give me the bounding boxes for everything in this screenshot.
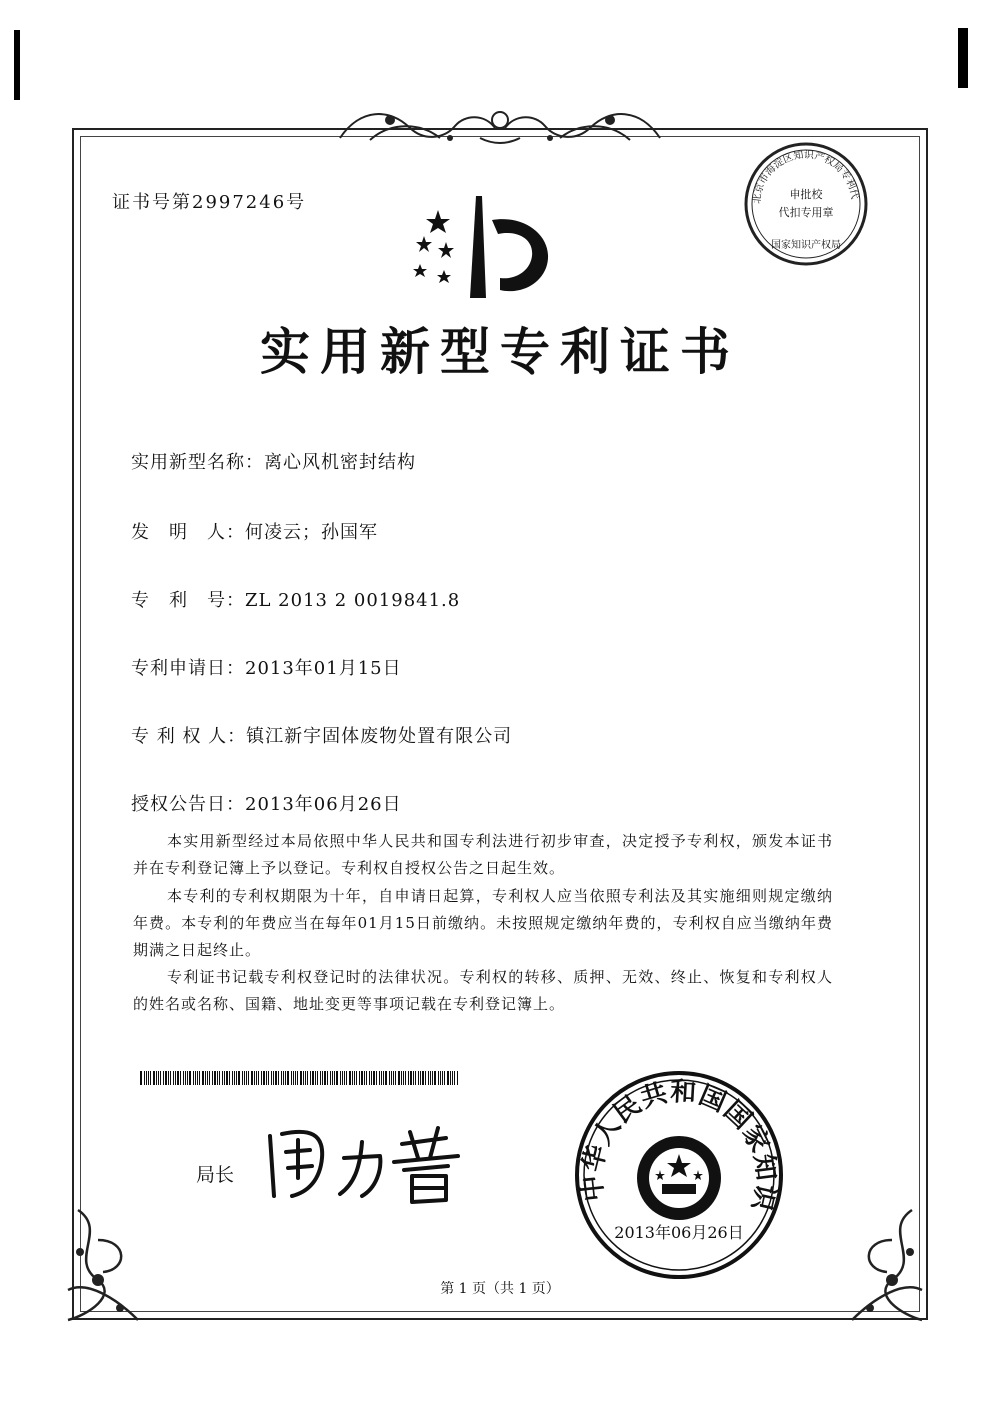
field-patentee [131, 722, 512, 748]
agency-stamp-center-line-1: 申批校 [789, 188, 823, 201]
agency-stamp [742, 140, 870, 268]
field-label: 授权公告日： [131, 794, 245, 815]
bottom-left-ornament-icon [58, 1200, 148, 1330]
field-inventors [131, 518, 378, 544]
field-value: 何凌云；孙国军 [245, 522, 378, 543]
field-value: 镇江新宇固体废物处置有限公司 [246, 726, 513, 747]
field-value: 离心风机密封结构 [264, 452, 416, 473]
field-value: 2013年01月15日 [245, 658, 402, 679]
page-title: 实用新型专利证书 [260, 323, 740, 381]
agency-stamp-ring-text: 北京市海淀区知识产权局专利代 [751, 149, 860, 205]
field-label: 专 利 号： [131, 590, 245, 611]
agency-stamp-bottom-text: 国家知识产权局 [771, 240, 841, 251]
official-seal-ring-icon [574, 1070, 784, 1280]
agency-stamp-center-line-2: 代扣专用章 [778, 206, 834, 219]
director-signature-text: 田力普 [262, 1118, 265, 1119]
scan-mark-right [958, 28, 968, 88]
official-seal-date: 2013年06月26日 [614, 1223, 744, 1242]
page-number: 第 1 页（共 1 页） [440, 1281, 560, 1297]
national-emblem-icon [637, 1136, 721, 1220]
field-label: 发 明 人： [131, 522, 245, 543]
patent-office-emblem-icon [408, 190, 558, 308]
paragraph-legal-status: 专利证书记载专利权登记时的法律状况。专利权的转移、质押、无效、终止、恢复和专利权人的姓名或名称、国籍、地址变更等事项记载在专利登记簿上。 [133, 968, 833, 1013]
director-label: 局长 [196, 1164, 235, 1186]
paragraph-grant-statement: 本实用新型经过本局依照中华人民共和国专利法进行初步审查，决定授予专利权，颁发本证书并在专利登记簿上予以登记。专利权自授权公告之日起生效。 [133, 832, 833, 877]
field-value: ZL 2013 2 0019841.8 [245, 590, 461, 611]
field-label: 实用新型名称： [131, 452, 264, 473]
field-utility-model-name [131, 448, 416, 474]
field-label: 专利申请日： [131, 658, 245, 679]
top-ornament-icon [330, 98, 670, 150]
field-patent-number [131, 586, 460, 612]
official-seal-ring-text: 中华人民共和国国家知识 [577, 1076, 781, 1215]
scan-mark-left [14, 30, 20, 100]
field-label: 专 利 权 人： [131, 726, 247, 747]
field-value: 2013年06月26日 [245, 794, 402, 815]
field-application-date [131, 654, 402, 680]
bottom-right-ornament-icon [842, 1200, 932, 1330]
paragraph-term-and-fees: 本专利的专利权期限为十年，自申请日起算，专利权人应当依照专利法及其实施细则规定缴纳年费。本专利的年费应当在每年01月15日前缴纳。未按照规定缴纳年费的，专利权自应当缴纳年费期满之日起终止。 [133, 887, 833, 959]
barcode-icon [140, 1071, 460, 1085]
official-seal [574, 1070, 784, 1280]
director-signature-icon [262, 1118, 472, 1208]
certificate-number: 证书号第2997246号 [112, 192, 307, 213]
field-grant-date [131, 790, 402, 816]
